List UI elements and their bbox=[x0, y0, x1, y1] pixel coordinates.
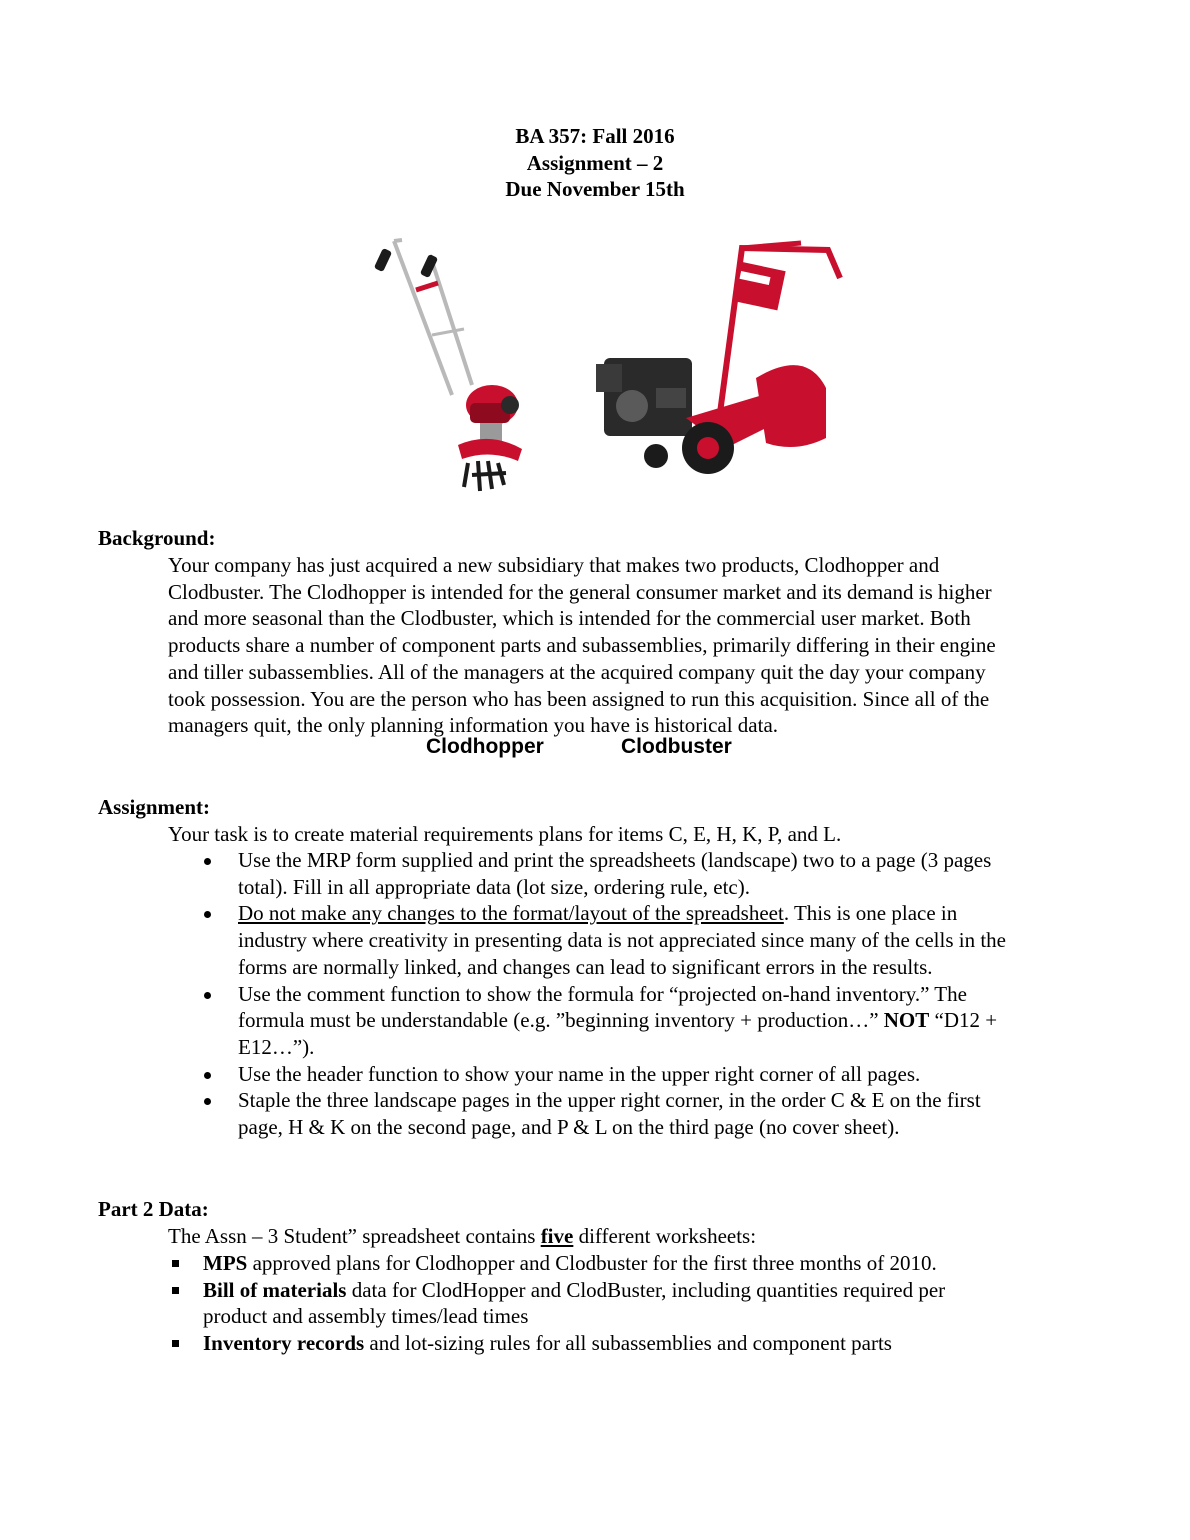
five-emphasis: five bbox=[540, 1224, 574, 1248]
bullet-dot-icon bbox=[204, 1072, 211, 1079]
bullet-text: . This is one place in bbox=[783, 901, 958, 926]
document-title bbox=[0, 123, 1190, 203]
background-line: Your company has just acquired a new subsidiary that makes two products, Clodhopper and bbox=[168, 553, 940, 577]
worksheet-line bbox=[203, 1250, 1098, 1277]
worksheet-item bbox=[168, 1330, 1098, 1357]
assignment-bullet-list bbox=[168, 847, 1098, 1141]
background-heading: Background: bbox=[98, 526, 216, 550]
intro-text: different worksheets: bbox=[573, 1224, 757, 1248]
background-line: and tiller subassemblies. All of the managers at the acquired company quit the day your company bbox=[168, 659, 986, 684]
worksheet-name: MPS bbox=[203, 1251, 248, 1275]
worksheet-item bbox=[168, 1277, 1098, 1330]
not-emphasis: NOT bbox=[883, 1008, 930, 1033]
bullet-line: forms are normally linked, and changes can lead to significant errors in the results. bbox=[238, 954, 933, 979]
clodhopper-caption: Clodhopper bbox=[426, 735, 544, 758]
worksheet-line bbox=[203, 1330, 1098, 1357]
worksheet-line: product and assembly times/lead times bbox=[203, 1304, 529, 1329]
square-bullet-icon bbox=[172, 1340, 179, 1347]
bullet-line: E12…”). bbox=[238, 1034, 315, 1059]
bullet-item bbox=[168, 847, 1098, 900]
bullet-line: total). Fill in all appropriate data (lot size, ordering rule, etc). bbox=[238, 874, 750, 899]
worksheet-desc: data for ClodHopper and ClodBuster, including quantities required per bbox=[346, 1277, 946, 1302]
background-line: and more seasonal than the Clodbuster, which is intended for the commercial user market. Both bbox=[168, 606, 971, 631]
square-bullet-icon bbox=[172, 1260, 179, 1267]
worksheet-list bbox=[168, 1250, 1098, 1357]
bullet-line: Use the MRP form supplied and print the spreadsheets (landscape) two to a page (3 pages bbox=[238, 848, 992, 872]
background-line: Clodbuster. The Clodhopper is intended for the general consumer market and its demand is higher bbox=[168, 579, 992, 604]
background-paragraph bbox=[168, 552, 1098, 739]
assignment-heading: Assignment: bbox=[98, 795, 211, 819]
bullet-dot-icon bbox=[204, 1098, 211, 1105]
bullet-item bbox=[168, 1061, 1098, 1088]
bullet-item bbox=[168, 981, 1098, 1061]
no-changes-warning: Do not make any changes to the format/layout of the spreadsheet bbox=[238, 901, 784, 926]
bullet-item bbox=[168, 900, 1098, 980]
assignment-number: Assignment – 2 bbox=[526, 150, 664, 175]
bullet-dot-icon bbox=[204, 858, 211, 865]
background-line: products share a number of component parts and subassemblies, primarily differing in their engine bbox=[168, 633, 996, 658]
bullet-line bbox=[238, 900, 1098, 927]
bullet-item bbox=[168, 1087, 1098, 1140]
bullet-text: “D12 + bbox=[929, 1008, 998, 1033]
part2-heading: Part 2 Data: bbox=[98, 1197, 209, 1221]
bullet-line: industry where creativity in presenting data is not appreciated since many of the cells in the bbox=[238, 928, 1006, 953]
bullet-line: Use the comment function to show the formula for “projected on-hand inventory.” The bbox=[238, 981, 967, 1006]
due-date: Due November 15th bbox=[505, 177, 685, 202]
bullet-dot-icon bbox=[204, 992, 211, 999]
bullet-line: Staple the three landscape pages in the upper right corner, in the order C & E on the first bbox=[238, 1088, 981, 1113]
bullet-line: Use the header function to show your name in the upper right corner of all pages. bbox=[238, 1061, 921, 1086]
clodhopper-tiller-image bbox=[372, 235, 552, 497]
background-line: took possession. You are the person who has been assigned to run this acquisition. Since all of the bbox=[168, 686, 990, 711]
worksheet-desc: approved plans for Clodhopper and Clodbuster for the first three months of 2010. bbox=[247, 1251, 937, 1275]
clodbuster-tiller-image bbox=[596, 238, 846, 478]
bullet-dot-icon bbox=[204, 911, 211, 918]
intro-text: The Assn – 3 Student” spreadsheet contains bbox=[168, 1224, 541, 1248]
worksheet-desc: and lot-sizing rules for all subassemblies and component parts bbox=[364, 1331, 892, 1356]
course-title: BA 357: Fall 2016 bbox=[515, 124, 675, 148]
part2-intro bbox=[168, 1223, 756, 1250]
worksheet-line bbox=[203, 1277, 1098, 1304]
bullet-line bbox=[238, 1007, 1098, 1034]
clodbuster-caption: Clodbuster bbox=[621, 735, 732, 758]
worksheet-item bbox=[168, 1250, 1098, 1277]
bullet-line: page, H & K on the second page, and P & L on the third page (no cover sheet). bbox=[238, 1115, 900, 1140]
assignment-intro: Your task is to create material requirements plans for items C, E, H, K, P, and L. bbox=[168, 822, 842, 846]
worksheet-name: Bill of materials bbox=[203, 1277, 347, 1302]
bullet-text: formula must be understandable (e.g. ”beginning inventory + production…” bbox=[238, 1008, 884, 1033]
worksheet-name: Inventory records bbox=[203, 1331, 365, 1356]
background-line: managers quit, the only planning information you have is historical data. bbox=[168, 713, 779, 738]
square-bullet-icon bbox=[172, 1287, 179, 1294]
